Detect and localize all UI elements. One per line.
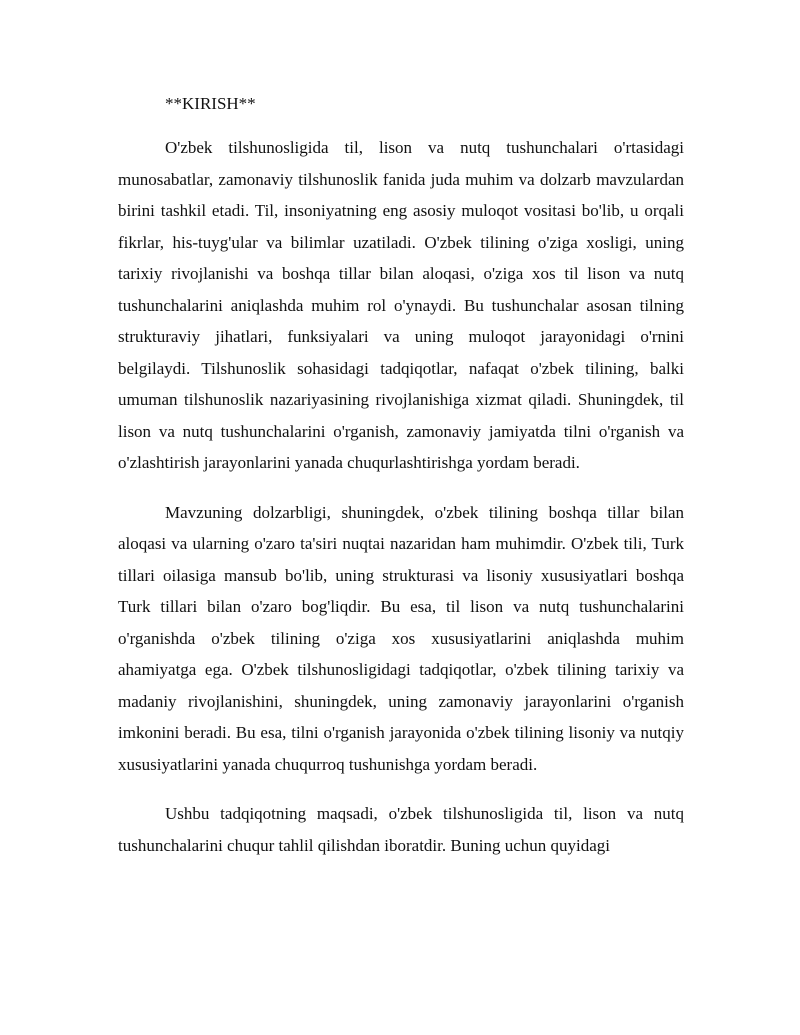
section-heading: **KIRISH** [165, 94, 256, 113]
spacer [118, 479, 684, 497]
document-page [118, 88, 684, 861]
spacer [118, 780, 684, 798]
paragraph-2: Mavzuning dolzarbligi, shuningdek, o'zbek tilining boshqa tillar bilan aloqasi va ularning o'zaro ta'siri nuqtai nazaridan ham muhimdir. O'zbek tili, Turk tillari oilasiga mansub bo'lib, uning strukturasi va lisoniy xususiyatlari boshqa Turk tillari bilan o'zaro bog'liqdir. Bu esa, til lison va nutq tushunchalarini o'rganishda o'zbek tilining o'ziga xos xususiyatlarini aniqlashda muhim ahamiyatga ega. O'zbek tilshunosligidagi tadqiqotlar, o'zbek tilining tarixiy va madaniy rivojlanishini, shuningdek, uning zamonaviy jarayonlarini o'rganish imkonini beradi. Bu esa, tilni o'rganish jarayonida o'zbek tilining lisoniy va nutqiy xususiyatlarini yanada chuqurroq tushunishga yordam beradi. [118, 502, 684, 774]
paragraph-1: O'zbek tilshunosligida til, lison va nutq tushunchalari o'rtasidagi munosabatlar, zamonaviy tilshunoslik fanida juda muhim va dolzarb mavzulardan birini tashkil etadi. Til, insoniyatning eng asosiy muloqot vositasi bo'lib, u orqali fikrlar, his-tuyg'ular va bilimlar uzatiladi. O'zbek tilining o'ziga xosligi, uning tarixiy rivojlanishi va boshqa tillar bilan aloqasi, o'ziga xos til lison va nutq tushunchalarini aniqlashda muhim rol o'ynaydi. Bu tushunchalar asosan tilning strukturaviy jihatlari, funksiyalari va uning muloqot jarayonidagi o'rnini belgilaydi. Tilshunoslik sohasidagi tadqiqotlar, nafaqat o'zbek tilining, balki umuman tilshunoslik nazariyasining rivojlanishiga xizmat qiladi. Shuningdek, til lison va nutq tushunchalarini o'rganish, zamonaviy jamiyatda tilni o'rganish va o'zlashtirish jarayonlarini yanada chuqurlashtirishga yordam beradi. [118, 138, 684, 472]
spacer [118, 120, 684, 132]
paragraph-3: Ushbu tadqiqotning maqsadi, o'zbek tilshunosligida til, lison va nutq tushunchalarini chuqur tahlil qilishdan iboratdir. Buning uchun quyidagi [118, 804, 684, 855]
